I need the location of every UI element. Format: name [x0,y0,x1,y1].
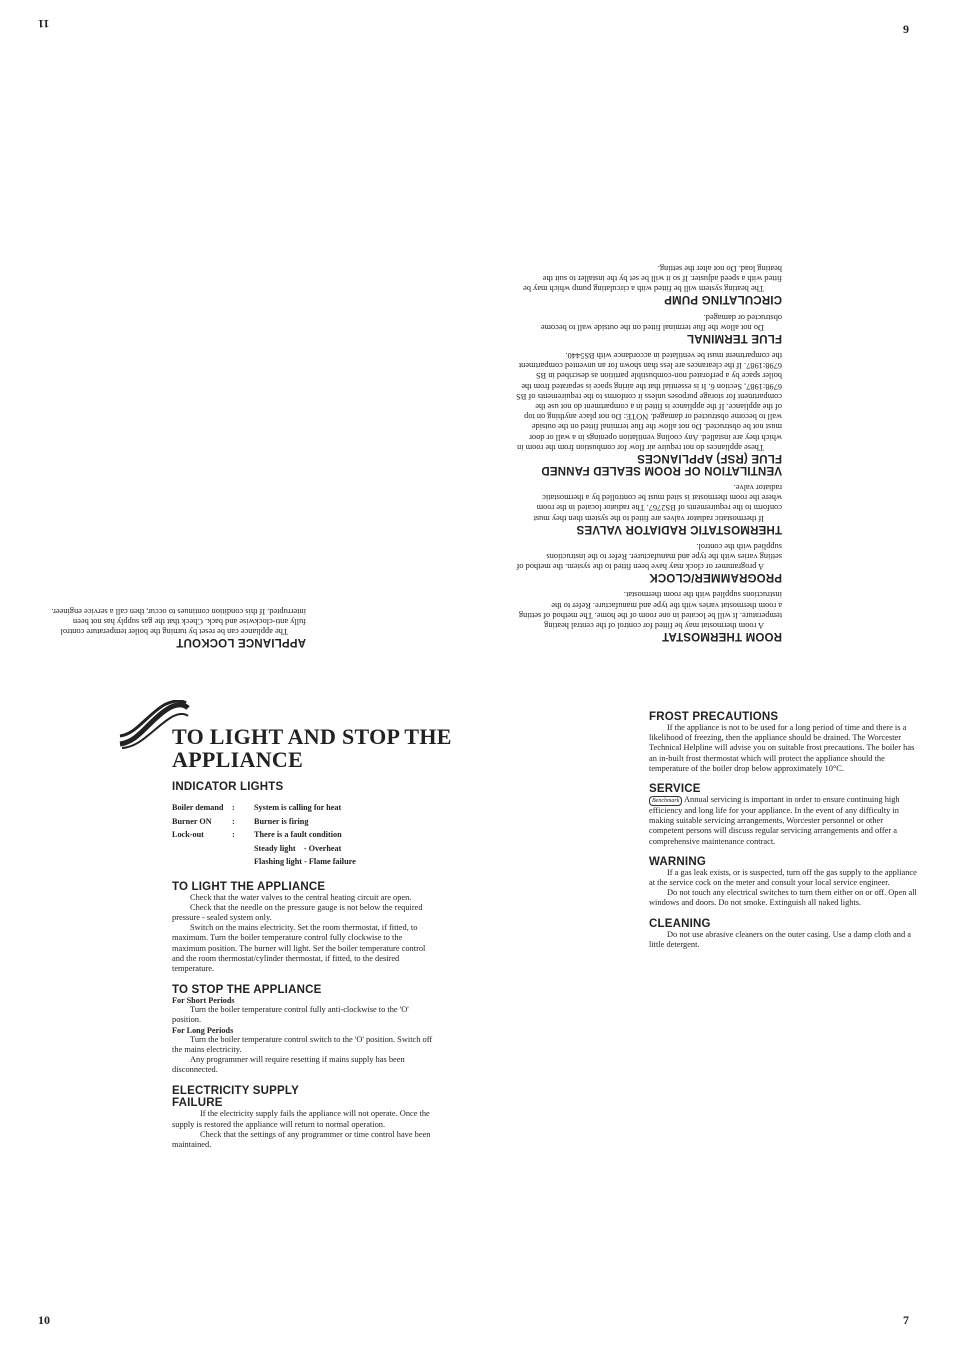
indicator-table [172,801,438,869]
warning-heading: WARNING [649,855,706,868]
row-label: Boiler demand [172,803,224,813]
cleaning-heading: CLEANING [649,917,711,930]
row-label: Burner ON [172,816,212,826]
table-row [172,842,438,856]
page-number-7: 7 [903,1313,909,1327]
paragraph: Switch on the mains electricity. Set the room thermostat, if fitted, to maximum. Turn the boiler temperature control fully clockwise to the maximum position. The burner will light. Set the boiler temperature control and the room thermostat/cylinder thermostat, if fitted, to the desired temperature. [172,923,426,973]
section-programmer-clock [516,541,782,584]
section-body: If thermostatic radiator valves are fitted to the system then they must conform to the requirements of BS2767. The radiator located in the room where the room thermostat is sited must be controlled by a thermostatic radiator valve. [533,482,782,523]
to-light-heading: TO LIGHT THE APPLIANCE [172,880,326,893]
section-heading: APPLIANCE LOCKOUT [176,636,306,648]
section-heading: CIRCULATING PUMP [664,293,782,306]
section-ventilation [516,350,782,476]
paragraph: Check that the settings of any programmer or time control have been maintained. [172,1129,431,1149]
main-title-line: TO LIGHT AND STOP THE [172,724,452,749]
table-row [172,801,438,815]
section-body: Do not allow the flue terminal fitted on the outside wall to become obstructed or damaged. [540,312,782,332]
electricity-heading: ELECTRICITY SUPPLY [172,1085,299,1098]
paragraph: If a gas leak exists, or is suspected, turn off the gas supply to the appliance at the service cock on the meter and consult your local service engineer. [649,867,917,888]
section-room-thermostat [516,589,782,642]
section-heading: VENTILATION OF ROOM SEALED FANNED FLUE (RSF) APPLIANCES [541,451,782,476]
table-row [172,855,438,869]
indicator-lights-heading: INDICATOR LIGHTS [172,781,284,793]
paragraph: Do not use abrasive cleaners on the outer casing. Use a damp cloth and a little detergent. [649,929,911,949]
page-number-11: 11 [38,17,50,31]
row-separator: : [232,830,235,840]
paragraph: If the appliance is not to be used for a long period of time and there is a likelihood of freezing, then the appliance should be drained. The Worcester Technical Helpline will advise you on suitable frost precautions. The boiler has an in-built frost thermostat which will protect the appliance should the temperature of the boiler drop below approximately 10°C. [649,723,915,773]
right-column [649,711,917,950]
subheading-short-periods: For Short Periods [172,996,235,1006]
paragraph [649,795,917,847]
section-heading: PROGRAMMER/CLOCK [649,571,782,584]
table-row [172,815,438,829]
row-value: Burner is firing [254,816,309,826]
to-stop-heading: TO STOP THE APPLIANCE [172,984,322,997]
paragraph: Any programmer will require resetting if mains supply has been disconnected. [172,1054,405,1075]
section-heading: FLUE TERMINAL [686,331,782,344]
section-body: These appliances do not require air flow for combustion from the room in which they are installed. Any cooling ventilation openings in a wall or door must not be obstructed. Do not allow the flue terminal fitted on the outside wall to become obstructed or damaged. NOTE: Do not place anything on top of the appliance. If the appliance is fitted in a compartment do not use the compartment for storage purposes unless it conforms to the requirements of BS 6798:1987, Section 6. It is essential that the airing space is separated from the boiler space by a perforated non-combustible partition as described in BS 6798:1987. If the clearances are less than shown for an unvented compartment the compartment must be ventilated in accordance with BS5440. [516,350,782,452]
benchmark-logo: Benchmark [649,796,682,806]
table-row [172,828,438,842]
page-number-9: 9 [903,22,909,36]
subheading-long-periods: For Long Periods [172,1025,234,1035]
row-value: There is a fault condition [254,830,342,840]
section-flue-terminal [516,311,782,343]
main-title-line: APPLIANCE [172,747,304,772]
main-title [172,725,452,771]
row-value: Flashing light - Flame failure [254,857,356,867]
page-number-10: 10 [38,1313,50,1327]
row-separator: : [232,803,235,813]
section-heading: ROOM THERMOSTAT [661,630,782,642]
electricity-heading-line2: FAILURE [172,1097,223,1110]
paragraph: Turn the boiler temperature control fully anti-clockwise to the 'O' position. [172,1005,409,1025]
row-separator: : [232,816,235,826]
section-body: The heating system will be fitted with a circulating pump which may be fitted with a speed adjuster. If so it will be set by the installer to suit the heating load. Do not alter the setting. [523,263,782,294]
service-body: Annual servicing is important in order to ensure continuing high efficiency and long life for your appliance. In the event of any difficulty in making suitable servicing arrangements, Worcester personnel or other competent persons will discuss regular servicing arrangements and offer a comprehensive maintenance contract. [649,795,900,846]
paragraph: Check that the water valves to the central heating circuit are open. [190,892,412,902]
service-heading: SERVICE [649,783,701,796]
upside-down-column-right [516,226,782,642]
section-heading: THERMOSTATIC RADIATOR VALVES [576,522,782,535]
paragraph: Turn the boiler temperature control switch to the 'O' position. Switch off the mains electricity. [172,1034,433,1054]
section-body: A programmer or clock may have been fitted to the system. the method of setting varies with the type and manufacturer. Refer to the instructions supplied with the control. [516,541,782,572]
paragraph: If the electricity supply fails the appliance will not operate. Once the supply is restored the appliance will return to normal operation. [172,1109,430,1129]
section-thermostatic-radiator-valves [516,482,782,535]
section-body: The appliance can be reset by turning the boiler temperature control fully anti-clockwise and back. Check that the gas supply has not been interrupted. If this condition continues to occur, then call a service engineer. [51,606,306,636]
row-value: Steady light - Overheat [254,843,342,853]
row-label: Lock-out [172,830,204,840]
row-value: System is calling for heat [254,803,342,813]
section-body: A room thermostat may be fitted for control of the central heating temperature. It will be located in one room of the home. The method of setting a room thermostat varies with the type and manufacture. Refer to the instructions supplied with the room thermostat. [518,590,782,630]
upside-down-column-left [44,594,306,648]
left-column [172,781,438,1150]
paragraph: Do not touch any electrical switches to turn them either on or off. Open all windows and doors. Do not smoke. Extinguish all naked lights. [649,888,917,908]
paragraph: Check that the needle on the pressure gauge is not below the required pressure - sealed system only. [172,902,423,922]
section-circulating-pump [516,263,782,306]
frost-heading: FROST PRECAUTIONS [649,711,779,723]
